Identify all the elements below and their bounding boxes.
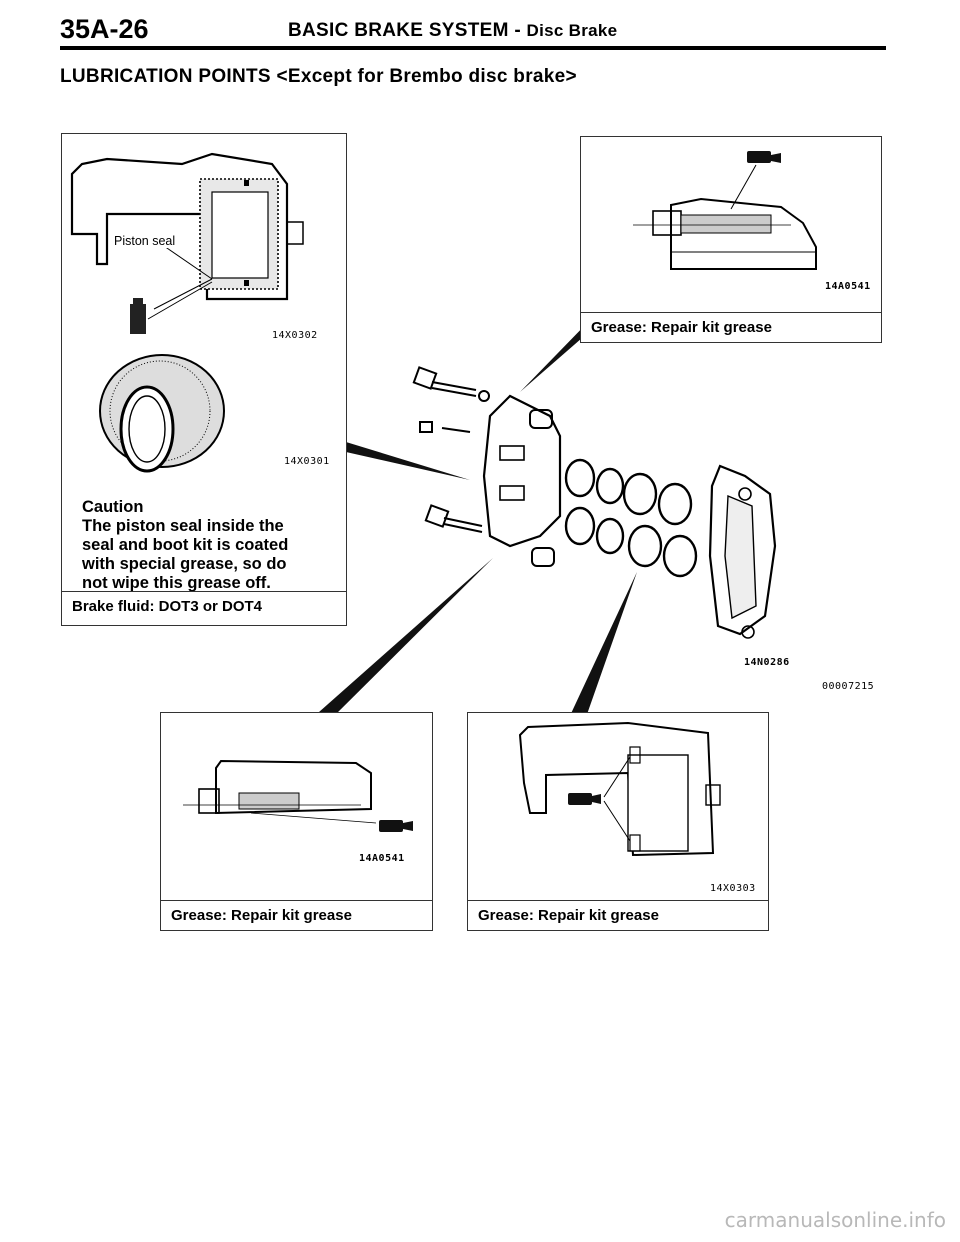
figure-code-14a0541: 14A0541 bbox=[359, 853, 405, 864]
caution-line: with special grease, so do bbox=[82, 555, 287, 573]
grease-spec-top-right: Grease: Repair kit grease bbox=[581, 312, 881, 342]
figure-code-14a0541: 14A0541 bbox=[825, 281, 871, 292]
grease-spec-bottom-left: Grease: Repair kit grease bbox=[161, 900, 432, 930]
caliper-exploded-illustration bbox=[400, 356, 820, 676]
figure-code-14x0303: 14X0303 bbox=[710, 883, 756, 894]
caution-line: not wipe this grease off. bbox=[82, 574, 271, 592]
caution-line: seal and boot kit is coated bbox=[82, 536, 289, 554]
brake-fluid-spec: Brake fluid: DOT3 or DOT4 bbox=[62, 591, 346, 625]
watermark: carmanualsonline.info bbox=[724, 1208, 946, 1232]
header-subtitle: Disc Brake bbox=[526, 21, 618, 40]
caution-line: The piston seal inside the bbox=[82, 517, 284, 535]
caliper-section-illustration bbox=[62, 134, 348, 334]
grease-spec-bottom-right: Grease: Repair kit grease bbox=[468, 900, 768, 930]
page-number: 35A-26 bbox=[60, 14, 149, 44]
bottom-left-panel bbox=[160, 712, 433, 931]
guide-pin-bolt bbox=[414, 367, 489, 532]
header-system-title: BASIC BRAKE SYSTEM - bbox=[288, 20, 527, 41]
bottom-right-panel bbox=[467, 712, 769, 931]
figure-code-14n0286: 14N0286 bbox=[744, 657, 790, 668]
left-panel bbox=[61, 133, 347, 626]
figure-code-00007215: 00007215 bbox=[822, 681, 875, 692]
piston-seal-label: Piston seal bbox=[114, 234, 176, 248]
top-right-panel bbox=[580, 136, 882, 343]
section-title: LUBRICATION POINTS <Except for Brembo disc brake> bbox=[60, 66, 577, 87]
figure-code-14x0302: 14X0302 bbox=[272, 330, 318, 341]
grease-point-illustration bbox=[468, 713, 770, 898]
caution-note bbox=[82, 498, 288, 593]
grease-point-illustration bbox=[161, 713, 434, 898]
figure-code-14x0301: 14X0301 bbox=[284, 456, 330, 467]
caution-title: Caution bbox=[82, 498, 144, 516]
